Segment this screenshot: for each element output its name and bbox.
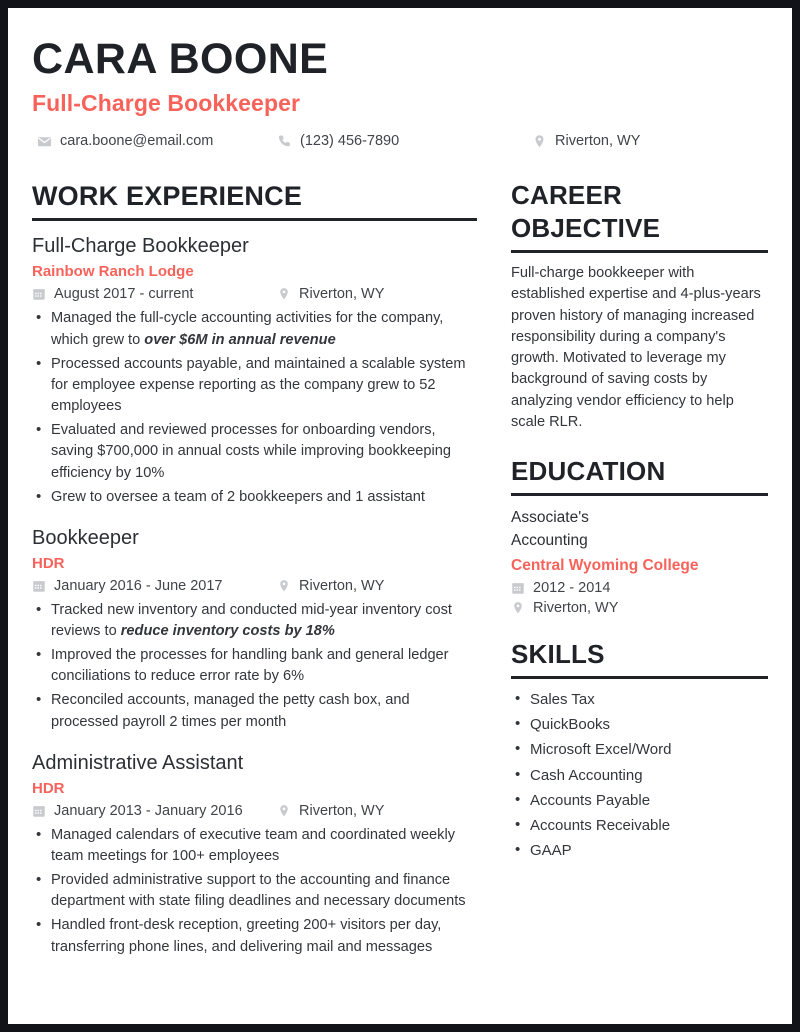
job-bullet-highlight: over $6M in annual revenue [144, 331, 336, 348]
education-title: EDUCATION [511, 456, 666, 487]
job-entry [32, 750, 477, 958]
job-bullet: • Provided administrative support to the accounting and finance department with state filing deadlines and necessary documents [32, 870, 477, 912]
contact-email-text: cara.boone@email.com [60, 133, 214, 150]
job-bullets [32, 825, 477, 958]
skills-list [511, 689, 768, 862]
section-divider [511, 676, 768, 679]
job-bullet: • Improved the processes for handling bank and general ledger conciliations to reduce error rate by 6% [32, 645, 477, 687]
career-objective-text: Full-charge bookkeeper with established expertise and 4-plus-years proven history of managing increased responsibility during a company's growth. Motivated to leverage my background of saving costs by analyzing vendor efficiency to help scale RLR. [511, 264, 761, 431]
job-dates-text: August 2017 - current [54, 286, 194, 303]
calendar-icon [32, 287, 46, 301]
job-location [277, 578, 384, 594]
contact-phone-text: (123) 456-7890 [300, 133, 400, 150]
contact-phone[interactable] [277, 133, 532, 149]
candidate-job-title: Full-Charge Bookkeeper [32, 90, 301, 117]
map-pin-icon [277, 287, 291, 301]
main-column [32, 179, 495, 960]
education-field: Accounting [511, 532, 588, 550]
job-dates-text: January 2016 - June 2017 [54, 577, 223, 594]
skill-item: • Cash Accounting [511, 765, 768, 787]
skills-title: SKILLS [511, 639, 605, 670]
section-career-objective [511, 179, 768, 433]
resume-page [8, 8, 792, 1024]
calendar-icon [32, 804, 46, 818]
section-divider [511, 493, 768, 496]
education-dates [511, 580, 768, 596]
job-role: Bookkeeper [32, 526, 139, 549]
envelope-icon [37, 134, 52, 149]
job-dates [32, 286, 277, 302]
career-objective-title: CAREER OBJECTIVE [511, 180, 661, 244]
skill-item: • Sales Tax [511, 689, 768, 711]
skill-item: • Accounts Receivable [511, 815, 768, 837]
education-location-text: Riverton, WY [533, 600, 619, 617]
education-school: Central Wyoming College [511, 556, 699, 574]
section-skills [511, 638, 768, 862]
skill-item: • Accounts Payable [511, 790, 768, 812]
resume-body [8, 149, 792, 960]
sidebar-column [495, 179, 768, 865]
map-pin-icon [532, 134, 547, 149]
job-bullet: • Grew to oversee a team of 2 bookkeepers and 1 assistant [32, 487, 477, 508]
job-bullet: • Tracked new inventory and conducted mid-year inventory cost reviews to reduce inventory costs by 18% [32, 600, 477, 642]
job-location-text: Riverton, WY [299, 286, 385, 303]
job-bullet: • Processed accounts payable, and maintained a scalable system for employee expense reporting as the company grew to 52 employees [32, 354, 477, 417]
education-location [511, 600, 768, 616]
job-location-text: Riverton, WY [299, 802, 385, 819]
job-company: Rainbow Ranch Lodge [32, 263, 194, 281]
job-location [277, 286, 384, 302]
job-bullet: • Managed calendars of executive team and coordinated weekly team meetings for 100+ employees [32, 825, 477, 867]
contact-row [32, 133, 768, 149]
work-experience-title: WORK EXPERIENCE [32, 181, 303, 212]
job-meta [32, 803, 477, 819]
contact-email[interactable] [32, 133, 277, 149]
job-dates-text: January 2013 - January 2016 [54, 802, 243, 819]
resume-header [8, 8, 792, 149]
section-divider [32, 218, 477, 221]
section-divider [511, 250, 768, 253]
phone-icon [277, 134, 292, 149]
job-role: Full-Charge Bookkeeper [32, 235, 249, 258]
education-degree: Associate's [511, 509, 589, 527]
job-location [277, 803, 384, 819]
calendar-icon [511, 581, 525, 595]
section-education [511, 455, 768, 616]
job-bullet: • Evaluated and reviewed processes for onboarding vendors, saving $700,000 in annual costs while improving bookkeeping efficiency by 10% [32, 420, 477, 483]
job-dates [32, 578, 277, 594]
job-bullets [32, 308, 477, 507]
skill-item: • Microsoft Excel/Word [511, 739, 768, 761]
job-dates [32, 803, 277, 819]
job-bullets [32, 600, 477, 733]
contact-location-text: Riverton, WY [555, 133, 641, 150]
job-bullet: • Handled front-desk reception, greeting 200+ visitors per day, transferring phone lines, and delivering mail and messages [32, 915, 477, 957]
job-entry [32, 233, 477, 507]
map-pin-icon [277, 579, 291, 593]
calendar-icon [32, 579, 46, 593]
skill-item: • QuickBooks [511, 714, 768, 736]
map-pin-icon [277, 804, 291, 818]
skill-item: • GAAP [511, 840, 768, 862]
job-bullet: • Managed the full-cycle accounting activities for the company, which grew to over $6M in annual revenue [32, 308, 477, 350]
map-pin-icon [511, 601, 525, 615]
job-meta [32, 578, 477, 594]
job-company: HDR [32, 779, 65, 797]
job-meta [32, 286, 477, 302]
section-work-experience [32, 179, 477, 957]
job-bullet: • Reconciled accounts, managed the petty cash box, and processed payroll 2 times per month [32, 690, 477, 732]
job-role: Administrative Assistant [32, 751, 244, 774]
contact-location [532, 133, 640, 149]
job-company: HDR [32, 554, 65, 572]
job-bullet-highlight: reduce inventory costs by 18% [120, 623, 335, 640]
candidate-name: CARA BOONE [32, 35, 329, 83]
education-dates-text: 2012 - 2014 [533, 580, 611, 597]
job-entry [32, 525, 477, 733]
job-location-text: Riverton, WY [299, 577, 385, 594]
